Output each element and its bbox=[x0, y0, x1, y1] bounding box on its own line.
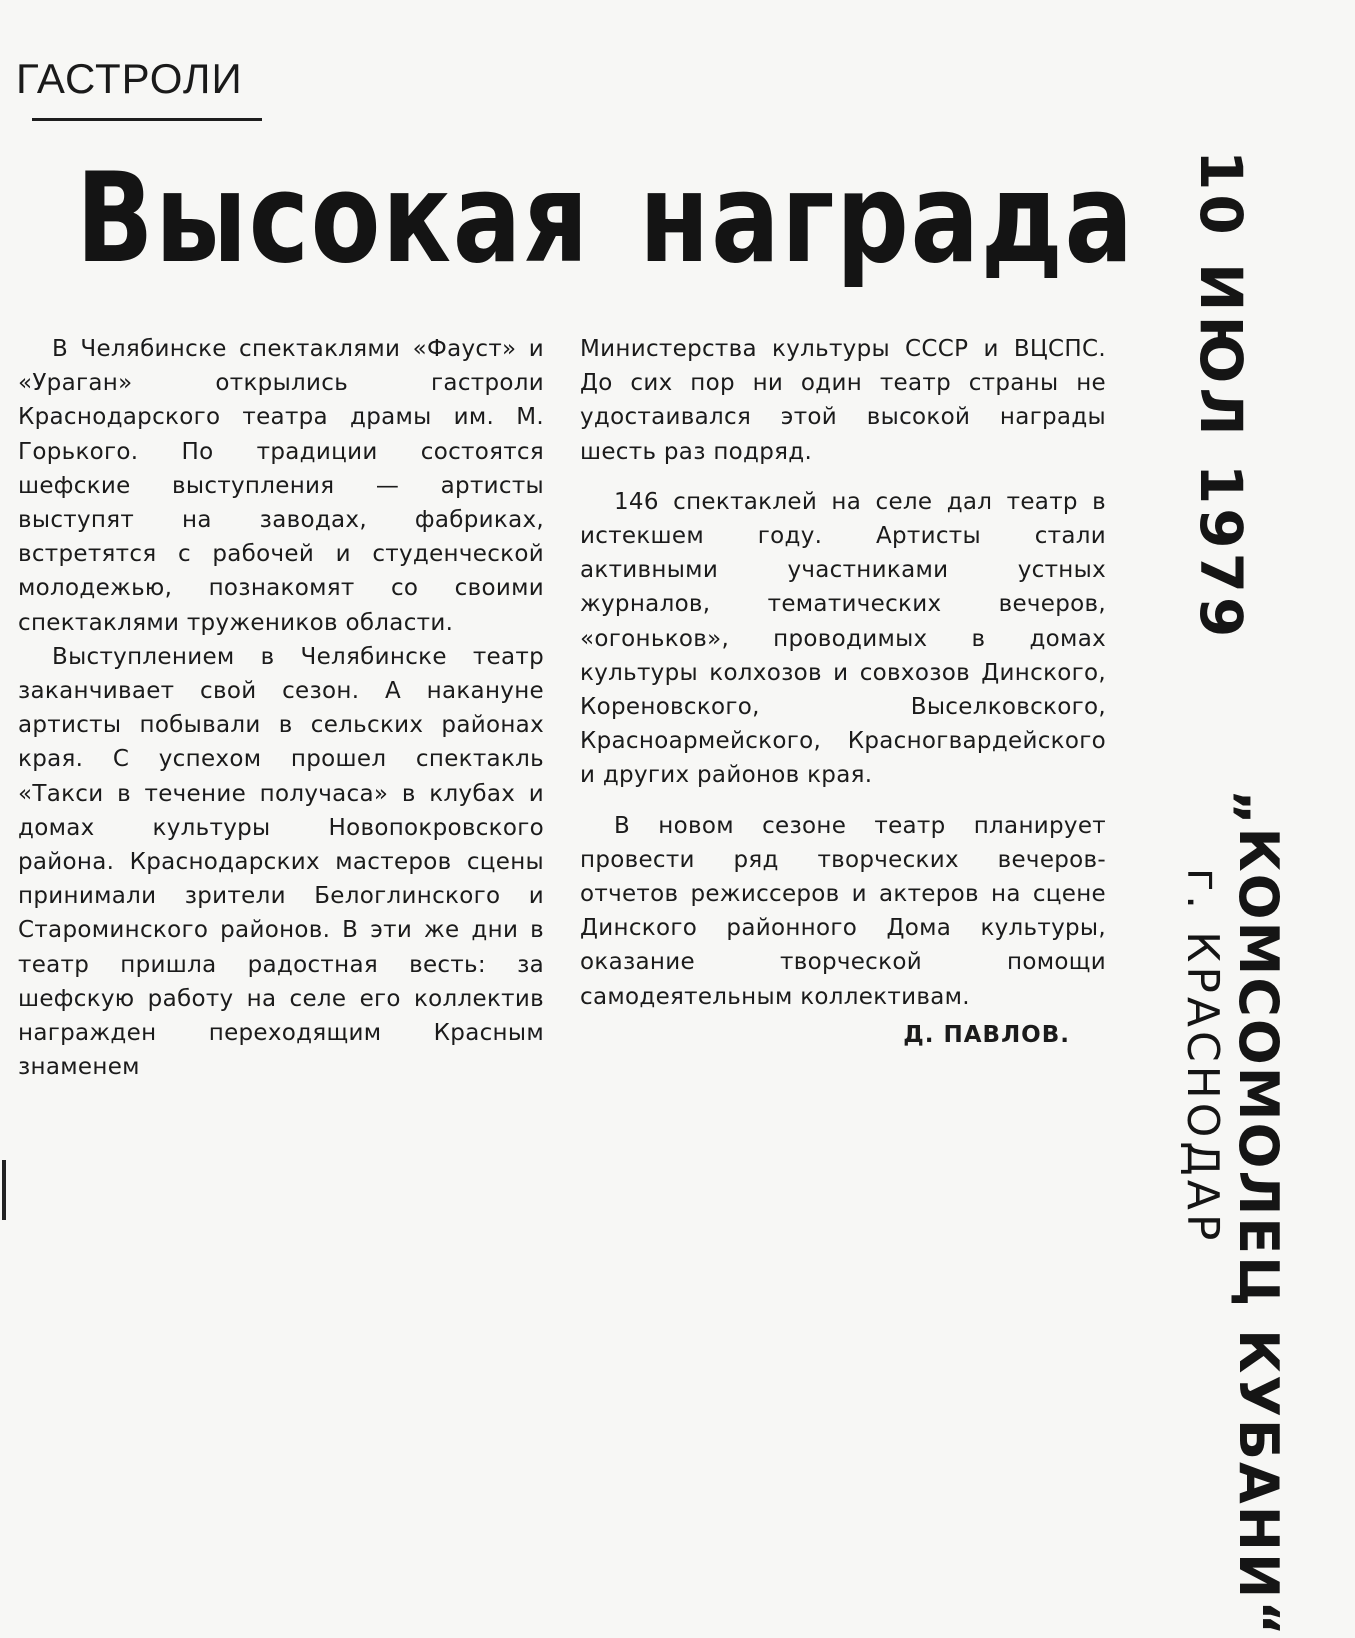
article-paragraph: 146 спектаклей на селе дал театр в истекшем году. Артисты стали активными участниками устных журналов, тематических вечеров, «огоньков», проводимых в домах культуры колхозов и совхозов Динского, Кореновского, Выселковского, Красноармейского, Красногвардейского и других районов края. bbox=[580, 488, 1106, 789]
article-paragraph: В новом сезоне театр планирует провести ряд творческих вечеров-отчетов режиссеров и актеров на сцене Динского районного Дома культуры, оказание творческой помощи самодеятельным коллективам. bbox=[580, 812, 1106, 1010]
margin-mark bbox=[2, 1160, 6, 1220]
article-column-right bbox=[580, 332, 1106, 1052]
headline bbox=[76, 147, 1135, 291]
newspaper-name-stamp: „КОМСОМОЛЕЦ КУБАНИ“ bbox=[1227, 790, 1290, 1638]
rubric-underline bbox=[32, 118, 262, 121]
article-column-left bbox=[18, 332, 544, 1084]
date-stamp: 10 ИЮЛ 1979 bbox=[1187, 150, 1255, 642]
article-paragraph: В Челябинске спектаклями «Фауст» и «Ураган» открылись гастроли Краснодарского театра драмы им. М. Горького. По традиции состоятся шефские выступления — артисты выступят на заводах, фабриках, встретятся с рабочей и студенческой молодежью, познакомят со своими спектаклями тружеников области. bbox=[18, 336, 544, 636]
article-paragraph: Министерства культуры СССР и ВЦСПС. До сих пор ни один театр страны не удостаивался этой высокой награды шесть раз подряд. bbox=[580, 336, 1106, 465]
headline-word-1: Высокая bbox=[76, 147, 590, 291]
article-paragraph: Выступлением в Челябинске театр заканчивает свой сезон. А накануне артисты побывали в сельских районах края. С успехом прошел спектакль «Такси в течение получаса» в клубах и домах культуры Новопокровского района. Краснодарских мастеров сцены принимали зрители Белоглинского и Староминского районов. В эти же дни в театр пришла радостная весть: за шефскую работу на селе его коллектив награжден переходящим Красным знаменем bbox=[18, 643, 544, 1081]
rubric-label: ГАСТРОЛИ bbox=[16, 55, 243, 102]
newspaper-city-stamp: г. КРАСНОДАР bbox=[1177, 868, 1228, 1245]
headline-word-2: награда bbox=[639, 147, 1135, 291]
author-signature: Д. ПАВЛОВ. bbox=[903, 1021, 1070, 1048]
